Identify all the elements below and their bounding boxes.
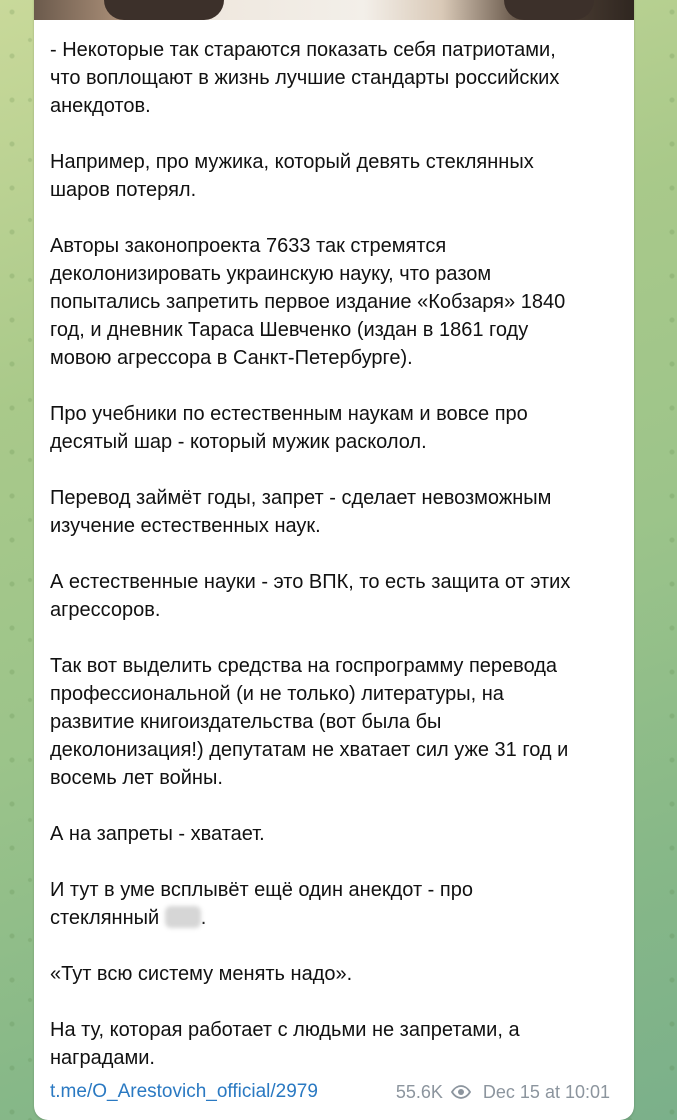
anecdote-line-2-prefix: стеклянный <box>50 907 160 929</box>
photo-shape <box>104 0 224 20</box>
spoiler-blur[interactable] <box>165 906 201 928</box>
message-paragraph: - Некоторые так стараются показать себя патриотами, что воплощают в жизнь лучшие стандарты российских анекдотов. <box>50 39 560 117</box>
message-paragraph: Авторы законопроекта 7633 так стремятся деколонизировать украинскую науку, что разом попытались запретить первое издание «Кобзаря» 1840 год, и дневник Тараса Шевченко (издан в 1861 году мовою агрессора в Санкт-Петербурге). <box>50 235 566 369</box>
message-paragraph: А на запреты - хватает. <box>50 823 265 845</box>
post-link[interactable]: t.me/O_Arestovich_official/2979 <box>50 1081 318 1102</box>
eye-icon <box>451 1085 471 1099</box>
message-text <box>50 36 620 1072</box>
message-meta <box>396 1082 610 1103</box>
message-paragraph: На ту, которая работает с людьми не запретами, а наградами. <box>50 1019 520 1069</box>
anecdote-line-2-suffix: . <box>200 907 207 929</box>
view-count: 55.6K <box>395 1081 443 1102</box>
message-paragraph: Например, про мужика, который девять стеклянных шаров потерял. <box>50 151 534 201</box>
message-paragraph: Про учебники по естественным наукам и вовсе про десятый шар - который мужик расколол. <box>50 403 528 453</box>
message-paragraph: Перевод займёт годы, запрет - сделает невозможным изучение естественных наук. <box>50 487 552 537</box>
photo-shape <box>504 0 594 20</box>
message-paragraph: Так вот выделить средства на госпрограмму перевода профессиональной (и не только) литературы, на развитие книгоиздательства (вот была бы деколонизация!) депутатам не хватает сил уже 31 год и восемь лет войны. <box>50 655 569 789</box>
message-time: Dec 15 at 10:01 <box>482 1081 610 1102</box>
message-footer <box>50 1078 610 1106</box>
message-paragraph-anecdote <box>50 876 620 932</box>
anecdote-line-1: И тут в уме всплывёт ещё один анекдот - про <box>50 879 473 901</box>
message-photo[interactable] <box>34 0 634 20</box>
message-paragraph: А естественные науки - это ВПК, то есть защита от этих агрессоров. <box>50 571 571 621</box>
message-paragraph: «Тут всю систему менять надо». <box>50 963 353 985</box>
